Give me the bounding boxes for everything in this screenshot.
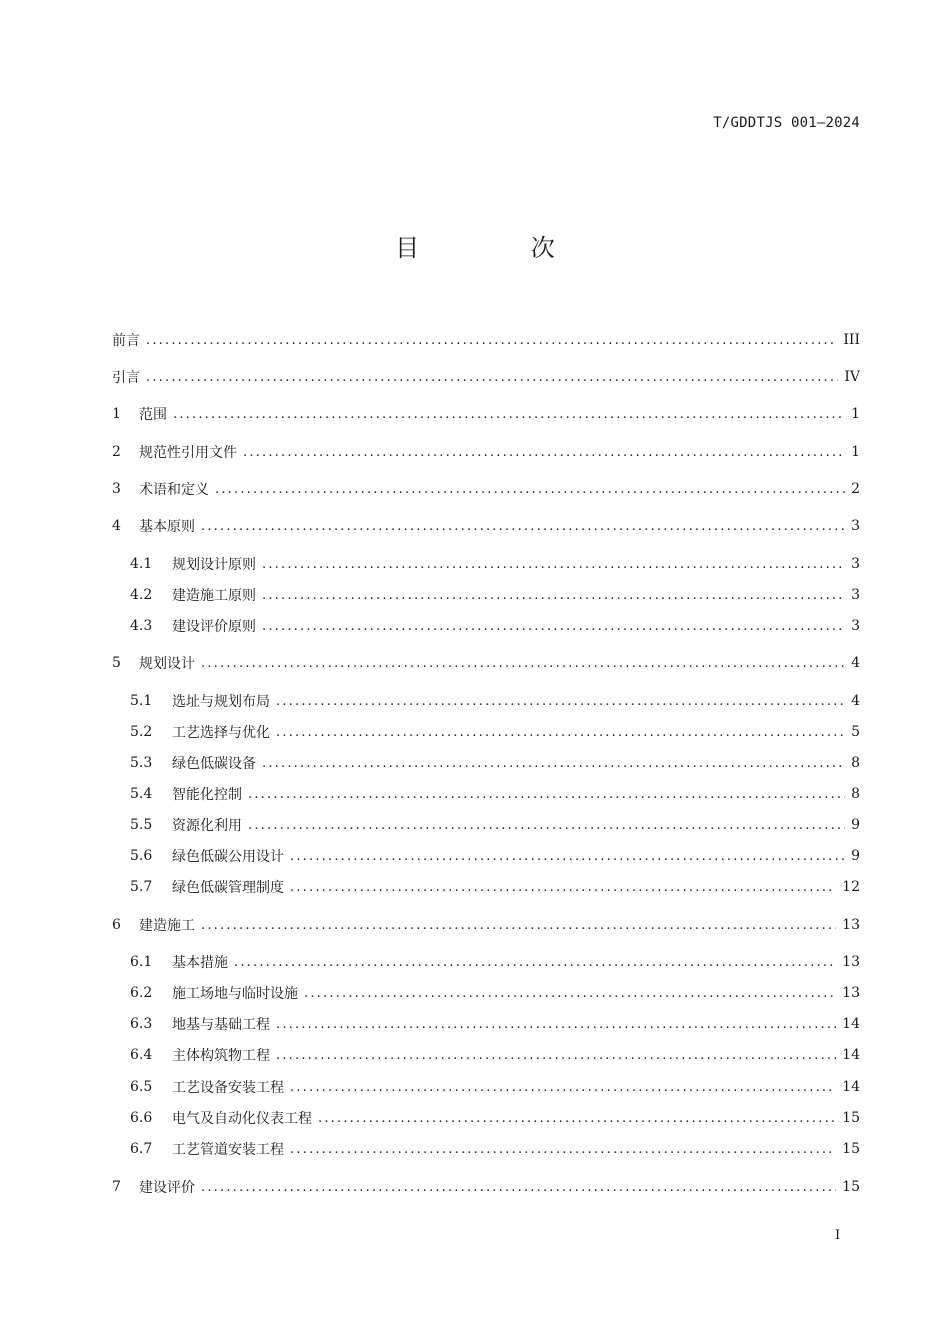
toc-entry[interactable] [130,1013,860,1035]
toc-entry-page: 13 [842,954,860,970]
toc-entry[interactable] [130,690,860,712]
toc-entry-label: 规范性引用文件 [139,445,237,461]
dot-leader [290,1080,836,1095]
toc-entry[interactable] [130,1107,860,1129]
toc-entry[interactable] [112,652,860,674]
toc-entry[interactable] [130,783,860,805]
toc-entry-number: 5.4 [130,786,153,802]
toc-entry-page: 4 [851,693,860,709]
toc-entry-number: 6.7 [130,1141,153,1157]
toc-entry[interactable] [112,366,860,388]
toc-entry-label: 基本原则 [139,519,195,535]
toc-entry-label: 建造施工 [139,918,195,934]
toc-entry-label: 绿色低碳公用设计 [172,849,284,865]
dot-leader [318,1111,836,1126]
toc-entry-label: 智能化控制 [172,787,242,803]
toc-entry-page: 15 [842,1179,860,1195]
toc-entry-page: IV [844,369,860,385]
page-title: 目 次 [395,234,607,262]
toc-entry-page: 8 [851,786,860,802]
toc-entry-number: 5.3 [130,755,153,771]
toc-entry-page: 14 [842,1016,860,1032]
dot-leader [201,519,845,534]
toc-entry[interactable] [130,814,860,836]
toc-entry-number: 1 [112,406,121,422]
toc-entry-number: 3 [112,481,121,497]
toc-entry-number: 2 [112,444,121,460]
toc-entry-number: 4.2 [130,587,153,603]
toc-entry-page: 9 [851,817,860,833]
toc-entry-number: 6.2 [130,985,153,1001]
dot-leader [262,588,845,603]
toc-entry-page: 3 [851,587,860,603]
dot-leader [243,445,845,460]
toc-entry-page: 14 [842,1079,860,1095]
toc-entry-page: 13 [842,985,860,1001]
dot-leader [304,986,836,1001]
toc-entry-page: 15 [842,1141,860,1157]
toc-entry-label: 主体构筑物工程 [172,1048,270,1064]
toc-entry-label: 建设评价 [139,1180,195,1196]
toc-entry-label: 工艺设备安装工程 [172,1080,284,1096]
toc-entry-number: 5.1 [130,693,153,709]
page-number: I [835,1228,841,1243]
toc-entry-page: 8 [851,755,860,771]
toc-entry[interactable] [130,982,860,1004]
toc-entry-label: 前言 [112,333,140,349]
toc-entry-label: 基本措施 [172,955,228,971]
toc-entry-page: 4 [851,655,860,671]
dot-leader [146,370,838,385]
toc-entry[interactable] [130,845,860,867]
toc-entry-page: 1 [851,406,860,422]
dot-leader [201,1180,836,1195]
toc-entry-page: 1 [851,444,860,460]
dot-leader [262,756,845,771]
toc-entry-number: 6.3 [130,1016,153,1032]
dot-leader [262,557,845,572]
toc-entry-page: 5 [851,724,860,740]
toc-entry[interactable] [112,515,860,537]
toc-entry-page: 15 [842,1110,860,1126]
toc-entry-page: 13 [842,917,860,933]
toc-entry-page: III [843,332,860,348]
dot-leader [248,818,845,833]
document-code: T/GDDTJS 001—2024 [713,115,860,131]
toc-entry-number: 5.7 [130,879,153,895]
toc-entry-number: 5.6 [130,848,153,864]
toc-entry[interactable] [130,721,860,743]
toc-entry[interactable] [112,441,860,463]
toc-entry-label: 范围 [139,407,167,423]
toc-entry-number: 6.5 [130,1079,153,1095]
toc-entry[interactable] [130,951,860,973]
dot-leader [215,482,845,497]
toc-entry-number: 6.4 [130,1047,153,1063]
toc-entry[interactable] [112,914,860,936]
toc-entry-label: 资源化利用 [172,818,242,834]
dot-leader [234,955,836,970]
toc-entry-number: 5 [112,655,121,671]
toc-entry-page: 2 [851,481,860,497]
toc-entry[interactable] [112,478,860,500]
dot-leader [173,407,845,422]
toc-entry-label: 绿色低碳管理制度 [172,880,284,896]
toc-entry-page: 3 [851,518,860,534]
dot-leader [262,619,845,634]
toc-entry-page: 3 [851,556,860,572]
toc-entry-label: 地基与基础工程 [172,1017,270,1033]
dot-leader [248,787,845,802]
toc-entry-label: 建设评价原则 [172,619,256,635]
toc-entry-label: 工艺选择与优化 [172,725,270,741]
toc-entry-page: 3 [851,618,860,634]
toc-entry[interactable] [130,1044,860,1066]
toc-entry-number: 6.6 [130,1110,153,1126]
toc-entry-number: 5.5 [130,817,153,833]
toc-entry[interactable] [112,403,860,425]
toc-entry[interactable] [130,584,860,606]
dot-leader [201,656,845,671]
dot-leader [276,1048,836,1063]
toc-entry[interactable] [130,1138,860,1160]
toc-entry-number: 6 [112,917,121,933]
toc-entry[interactable] [130,615,860,637]
toc-entry[interactable] [130,553,860,575]
toc-entry-number: 4.3 [130,618,153,634]
toc-entry-number: 7 [112,1179,121,1195]
toc-entry-label: 建造施工原则 [172,588,256,604]
toc-entry-label: 电气及自动化仪表工程 [172,1111,312,1127]
toc-entry[interactable] [112,329,860,351]
toc-entry-label: 选址与规划布局 [172,694,270,710]
toc-entry[interactable] [112,1176,860,1198]
dot-leader [290,849,845,864]
dot-leader [276,694,845,709]
toc-entry[interactable] [130,1076,860,1098]
dot-leader [290,1142,836,1157]
toc-entry-number: 4.1 [130,556,153,572]
toc-entry-label: 规划设计原则 [172,557,256,573]
dot-leader [290,880,836,895]
dot-leader [146,333,837,348]
toc-entry-label: 引言 [112,370,140,386]
toc-entry-number: 6.1 [130,954,153,970]
toc-entry-page: 12 [842,879,860,895]
toc-entry-page: 9 [851,848,860,864]
toc-entry-number: 5.2 [130,724,153,740]
toc-entry[interactable] [130,876,860,898]
toc-entry-label: 绿色低碳设备 [172,756,256,772]
dot-leader [276,1017,836,1032]
toc-entry-label: 术语和定义 [139,482,209,498]
toc-entry-label: 规划设计 [139,656,195,672]
toc-entry-label: 工艺管道安装工程 [172,1142,284,1158]
dot-leader [201,918,836,933]
toc-entry-label: 施工场地与临时设施 [172,986,298,1002]
toc-entry-number: 4 [112,518,121,534]
toc-entry[interactable] [130,752,860,774]
toc-entry-page: 14 [842,1047,860,1063]
dot-leader [276,725,845,740]
